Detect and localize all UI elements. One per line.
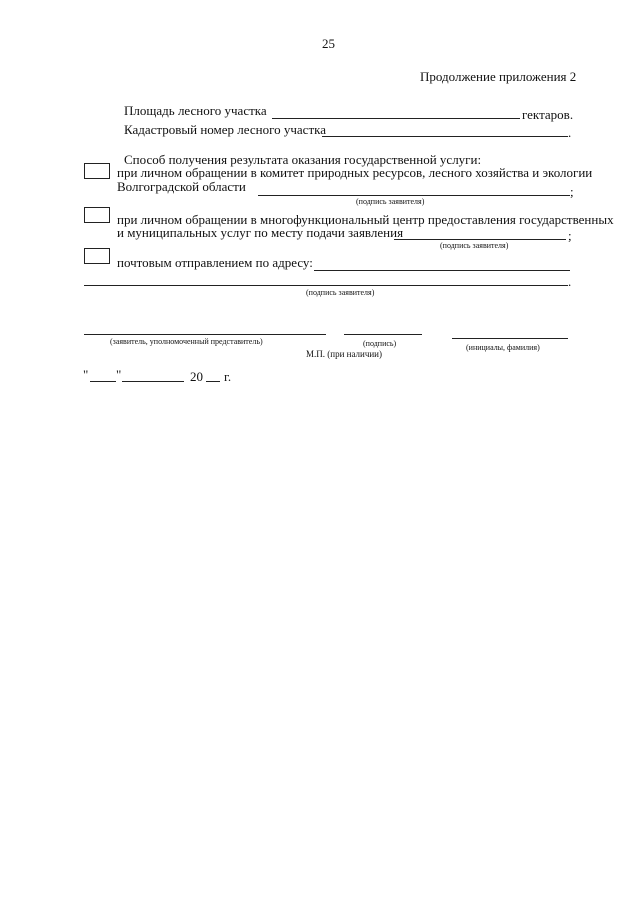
date-month-field[interactable] bbox=[122, 381, 184, 382]
name-caption: (инициалы, фамилия) bbox=[466, 343, 540, 352]
date-year-field[interactable] bbox=[206, 381, 220, 382]
option-committee-signature-field[interactable] bbox=[258, 195, 570, 196]
option-mfc-checkbox[interactable] bbox=[84, 207, 110, 223]
area-unit: гектаров. bbox=[522, 107, 574, 122]
option-committee-end: ; bbox=[570, 184, 574, 199]
option-post-label: почтовым отправлением по адресу: bbox=[117, 255, 313, 270]
applicant-field[interactable] bbox=[84, 334, 326, 335]
option-committee-caption: (подпись заявителя) bbox=[356, 197, 425, 206]
date-year-suffix: г. bbox=[224, 369, 232, 384]
name-field[interactable] bbox=[452, 338, 568, 339]
option-committee-line1: при личном обращении в комитет природных ресурсов, лесного хозяйства и экологии bbox=[117, 165, 593, 180]
option-post-checkbox[interactable] bbox=[84, 248, 110, 264]
cadastral-field[interactable] bbox=[322, 136, 568, 137]
sign-caption: (подпись) bbox=[363, 339, 397, 348]
option-mfc-line1: при личном обращении в многофункциональный центр предоставления государственных bbox=[117, 212, 614, 227]
date-close-quote: " bbox=[116, 367, 122, 382]
sign-field[interactable] bbox=[344, 334, 422, 335]
method-title: Способ получения результата оказания государственной услуги: bbox=[124, 152, 482, 167]
applicant-caption: (заявитель, уполномоченный представитель) bbox=[110, 337, 263, 346]
date-year-prefix: 20 bbox=[190, 369, 203, 384]
date-open-quote: " bbox=[83, 367, 89, 382]
page-number: 25 bbox=[322, 36, 335, 51]
option-committee-checkbox[interactable] bbox=[84, 163, 110, 179]
option-mfc-end: ; bbox=[568, 228, 572, 243]
cadastral-end: . bbox=[568, 125, 572, 140]
area-field[interactable] bbox=[272, 118, 520, 119]
option-post-address-field[interactable] bbox=[314, 270, 570, 271]
option-post-signature-field[interactable] bbox=[84, 285, 568, 286]
option-committee-line2: Волгоградской области bbox=[117, 179, 246, 194]
area-label: Площадь лесного участка bbox=[124, 103, 267, 118]
option-mfc-signature-field[interactable] bbox=[394, 239, 566, 240]
appendix-header: Продолжение приложения 2 bbox=[420, 69, 577, 84]
stamp-label: М.П. (при наличии) bbox=[306, 349, 382, 359]
option-mfc-line2: и муниципальных услуг по месту подачи заявления bbox=[117, 225, 404, 240]
option-post-caption: (подпись заявителя) bbox=[306, 288, 375, 297]
cadastral-label: Кадастровый номер лесного участка bbox=[124, 122, 327, 137]
option-mfc-caption: (подпись заявителя) bbox=[440, 241, 509, 250]
option-post-end: . bbox=[568, 274, 572, 289]
date-day-field[interactable] bbox=[90, 381, 116, 382]
